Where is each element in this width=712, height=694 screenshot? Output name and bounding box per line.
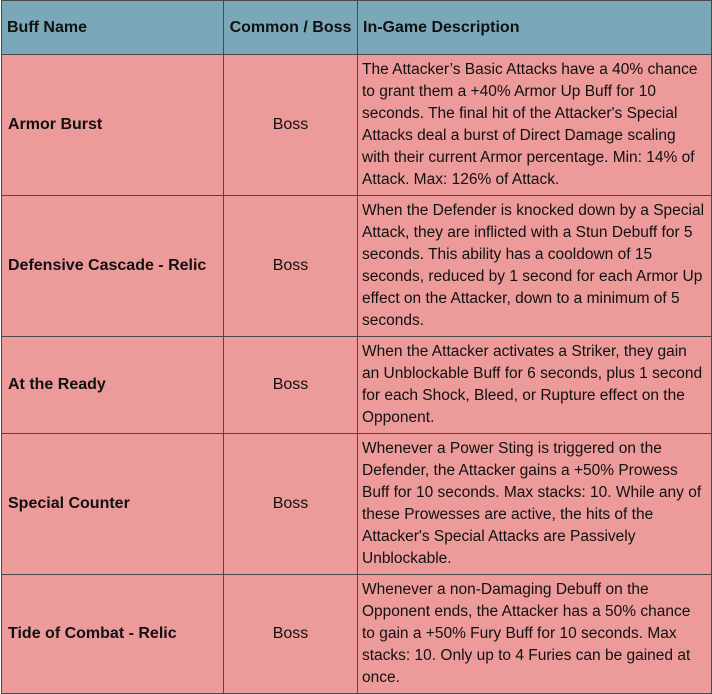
buff-type-cell: Boss (224, 55, 358, 196)
buff-type-cell: Boss (224, 196, 358, 337)
header-common-boss: Common / Boss (224, 1, 358, 55)
table-row (2, 337, 712, 434)
table-row (2, 196, 712, 337)
buff-description-cell: The Attacker’s Basic Attacks have a 40% chance to grant them a +40% Armor Up Buff for 10 seconds. The final hit of the Attacker's Special Attacks deal a burst of Direct Damage scaling with their current Armor percentage. Min: 14% of Attack. Max: 126% of Attack. (358, 55, 712, 196)
buff-type-cell: Boss (224, 337, 358, 434)
buff-name-cell: Armor Burst (2, 55, 224, 196)
header-description: In-Game Description (358, 1, 712, 55)
buff-table (1, 0, 712, 694)
buff-description-cell: When the Defender is knocked down by a Special Attack, they are inflicted with a Stun Debuff for 5 seconds. This ability has a cooldown of 15 seconds, reduced by 1 second for each Armor Up effect on the Attacker, down to a minimum of 5 seconds. (358, 196, 712, 337)
table-row (2, 575, 712, 694)
buff-name-cell: Tide of Combat - Relic (2, 575, 224, 694)
buff-type-cell: Boss (224, 434, 358, 575)
header-buff-name: Buff Name (2, 1, 224, 55)
buff-description-cell: Whenever a non-Damaging Debuff on the Opponent ends, the Attacker has a 50% chance to gain a +50% Fury Buff for 10 seconds. Max stacks: 10. Only up to 4 Furies can be gained at once. (358, 575, 712, 694)
header-row (2, 1, 712, 55)
buff-type-cell: Boss (224, 575, 358, 694)
buff-description-cell: Whenever a Power Sting is triggered on the Defender, the Attacker gains a +50% Prowess Buff for 10 seconds. Max stacks: 10. While any of these Prowesses are active, the hits of the Attacker's Special Attacks are Passively Unblockable. (358, 434, 712, 575)
buff-name-cell: At the Ready (2, 337, 224, 434)
buff-name-cell: Special Counter (2, 434, 224, 575)
buff-description-cell: When the Attacker activates a Striker, they gain an Unblockable Buff for 6 seconds, plus 1 second for each Shock, Bleed, or Rupture effect on the Opponent. (358, 337, 712, 434)
table-row (2, 55, 712, 196)
table-row (2, 434, 712, 575)
buff-name-cell: Defensive Cascade - Relic (2, 196, 224, 337)
